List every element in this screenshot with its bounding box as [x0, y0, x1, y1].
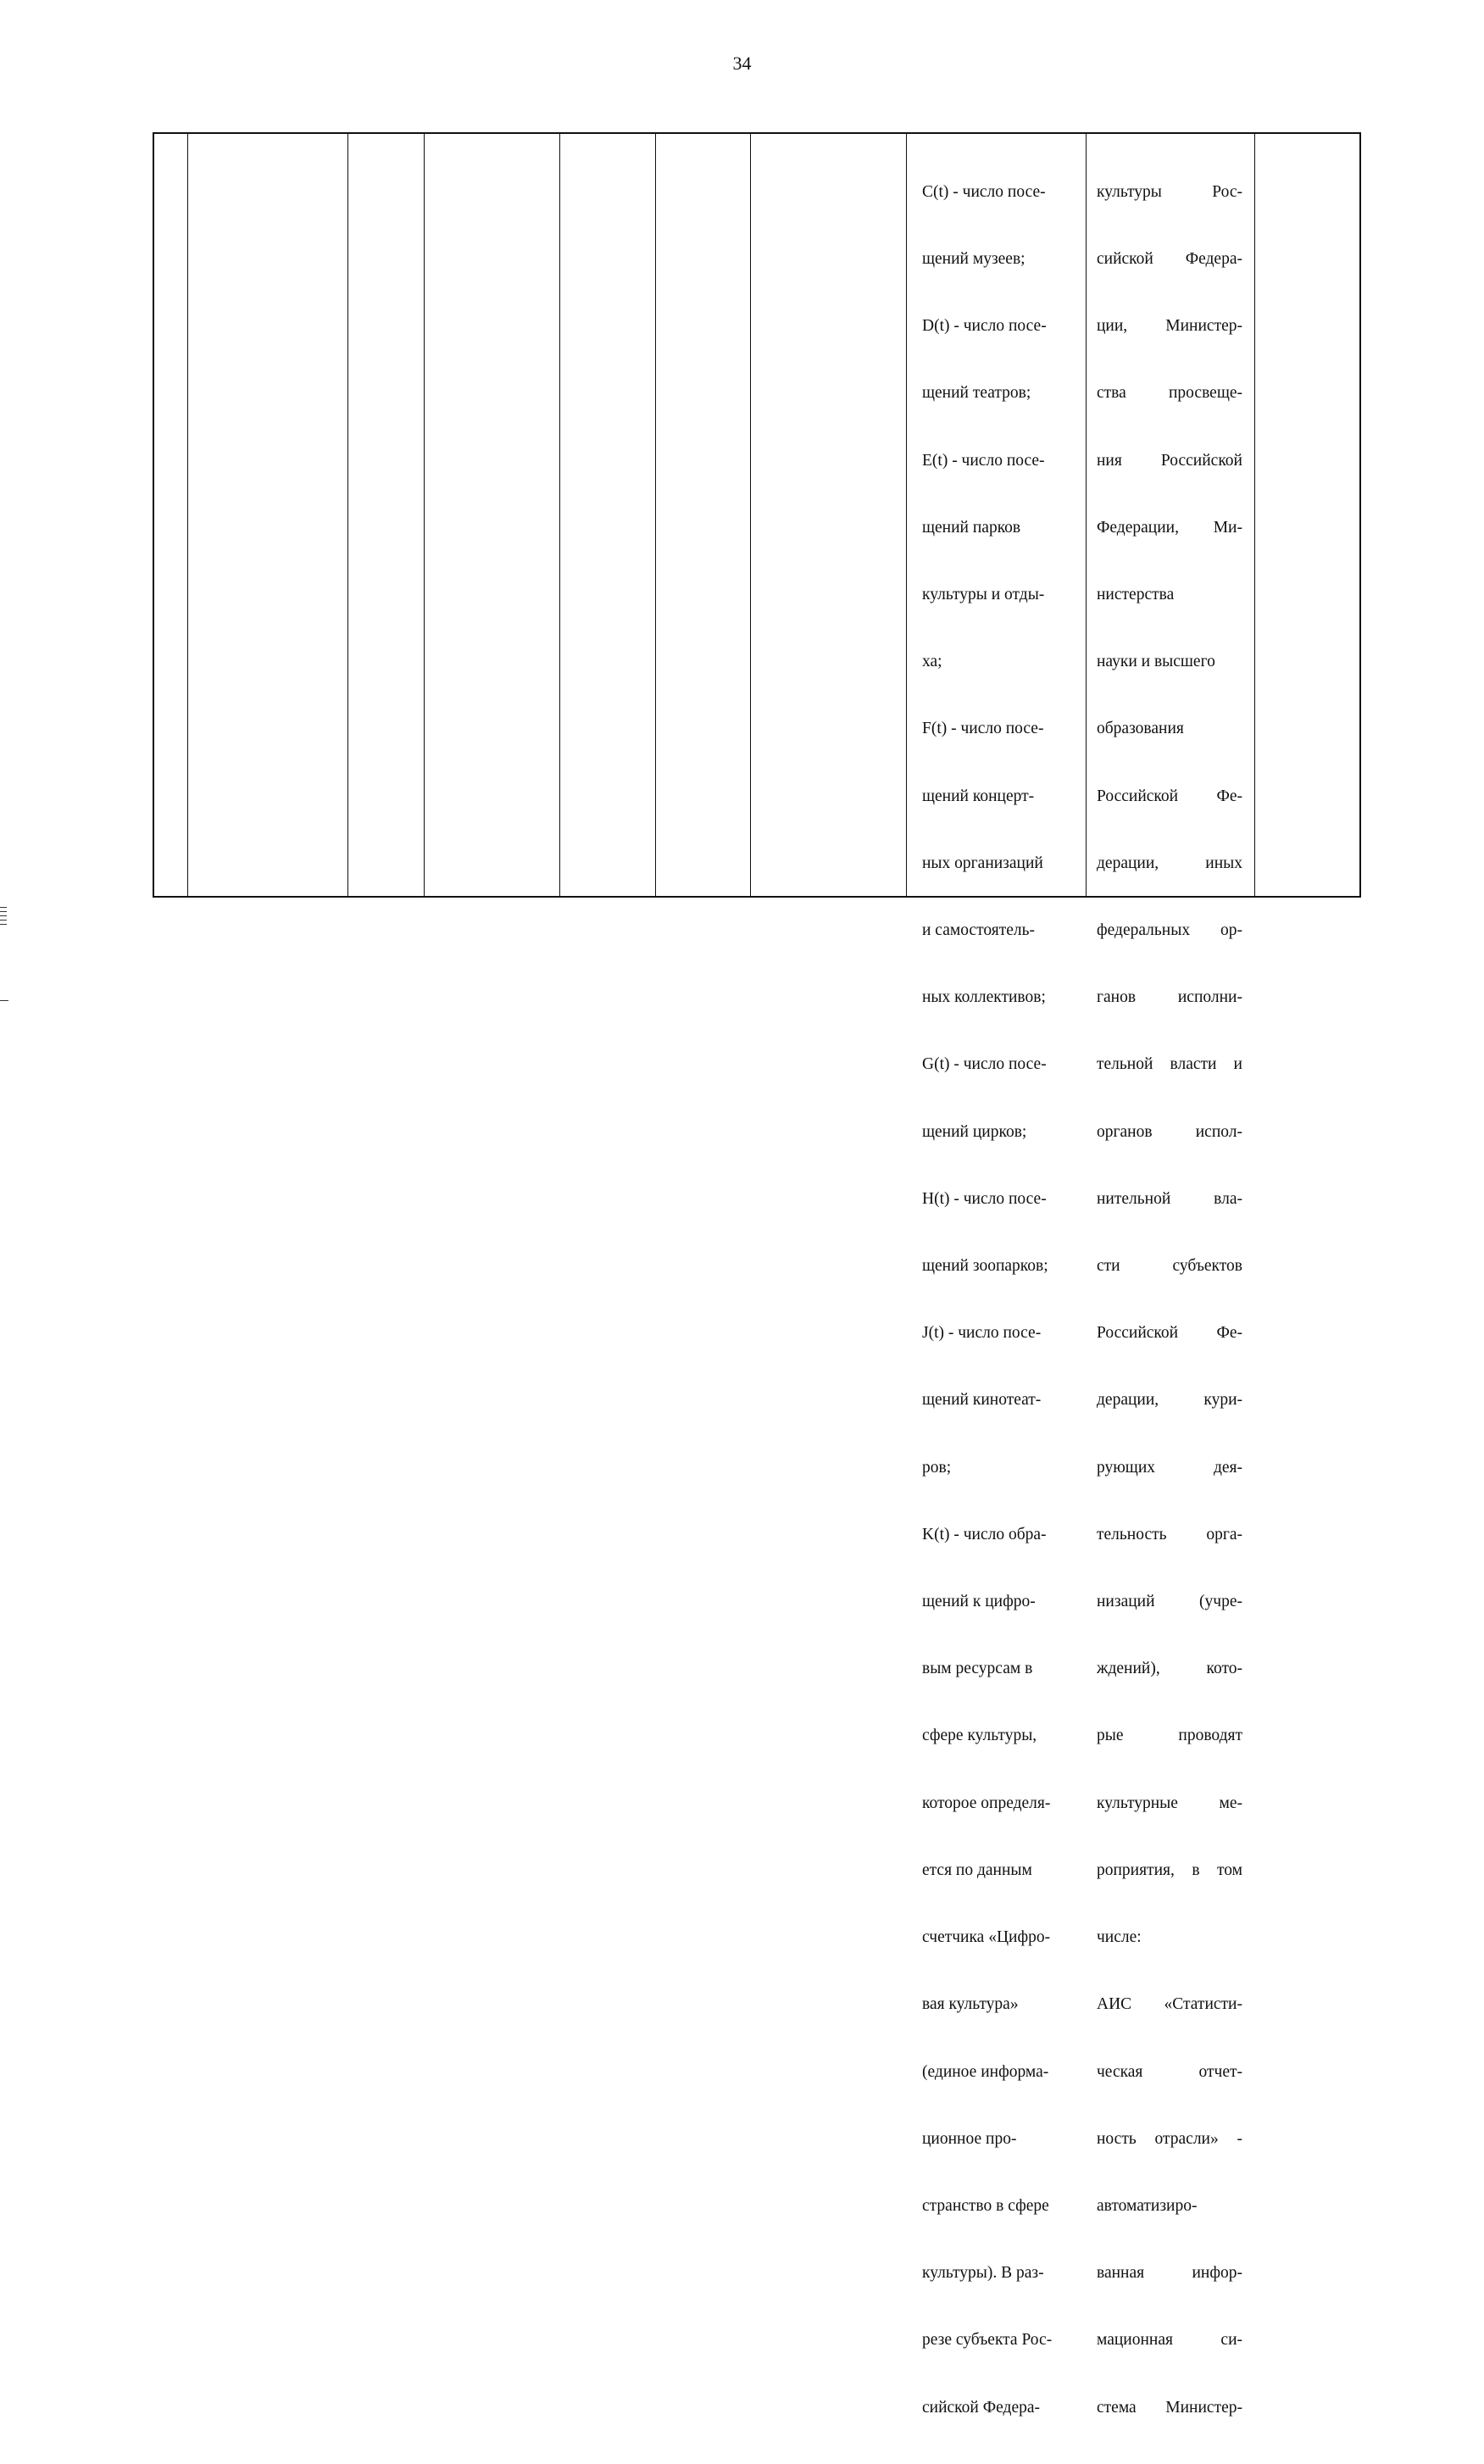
text-line: G(t) - число посе- [922, 1055, 1047, 1074]
text-line: ных организаций [922, 854, 1043, 872]
text-line: стема Министер- [1097, 2398, 1242, 2417]
text-line: E(t) - число посе- [922, 451, 1045, 470]
text-line: D(t) - число посе- [922, 317, 1047, 336]
text-line: ждений), кото- [1097, 1660, 1242, 1678]
text-line: федеральных ор- [1097, 921, 1242, 940]
text-line: счетчика «Цифро- [922, 1928, 1051, 1947]
text-line: образования [1097, 720, 1184, 738]
table-cell-number [154, 134, 188, 896]
text-line: K(t) - число обра- [922, 1525, 1047, 1543]
binding-mark [0, 915, 7, 916]
text-line: ха; [922, 653, 942, 671]
text-line: ность отрасли» - [1097, 2129, 1242, 2148]
text-line: мационная си- [1097, 2331, 1242, 2350]
text-line: и самостоятель- [922, 921, 1035, 940]
table-cell-method [751, 134, 907, 896]
text-line: автоматизиро- [1097, 2196, 1198, 2215]
text-line: ческая отчет- [1097, 2062, 1242, 2081]
text-line: АИС «Статисти- [1097, 1995, 1242, 2014]
text-line: щений зоопарков; [922, 1257, 1048, 1276]
text-line: тельность орга- [1097, 1525, 1242, 1543]
text-line: (единое информа- [922, 2062, 1049, 2081]
text-line: щений парков [922, 518, 1021, 537]
text-line: ционное про- [922, 2129, 1017, 2148]
data-table [153, 132, 1361, 2417]
text-line: дерации, иных [1097, 854, 1242, 872]
table-cell-data-source [1087, 134, 1255, 2417]
binding-mark [0, 920, 7, 921]
text-line: щений кинотеат- [922, 1391, 1042, 1410]
table-cell-timeframe [656, 134, 751, 896]
binding-mark [0, 1000, 8, 1001]
text-line: Федерации, Ми- [1097, 518, 1242, 537]
text-line: щений концерт- [922, 787, 1035, 805]
text-line: сти субъектов [1097, 1257, 1242, 1276]
text-line: рующих дея- [1097, 1458, 1242, 1477]
table-cell-definition [425, 134, 560, 896]
text-line: дерации, кури- [1097, 1391, 1242, 1410]
text-line: щений цирков; [922, 1122, 1027, 1141]
text-line: вым ресурсам в [922, 1660, 1033, 1678]
text-line: сфере культуры, [922, 1727, 1037, 1745]
text-line: тельной власти и [1097, 1055, 1242, 1074]
binding-mark [0, 924, 7, 925]
text-line: ных коллективов; [922, 988, 1046, 1007]
text-line: культурные ме- [1097, 1794, 1242, 1812]
formula-variables-text [907, 134, 1086, 2464]
table-cell-formula-variables [907, 134, 1087, 2417]
text-line: органов испол- [1097, 1122, 1242, 1141]
text-line: ганов исполни- [1097, 988, 1242, 1007]
binding-mark [0, 911, 7, 912]
text-line: нистерства [1097, 586, 1175, 604]
text-line: нительной вла- [1097, 1189, 1242, 1208]
text-line: щений музеев; [922, 250, 1025, 269]
page-number: 34 [732, 53, 752, 74]
data-source-text [1087, 134, 1254, 2464]
text-line: C(t) - число посе- [922, 182, 1046, 201]
text-line: ров; [922, 1458, 952, 1477]
text-line: ции, Министер- [1097, 317, 1242, 336]
text-line: культуры и отды- [922, 586, 1045, 604]
text-line: F(t) - число посе- [922, 720, 1044, 738]
text-line: щений к цифро- [922, 1593, 1036, 1611]
text-line: сийской Федера- [922, 2398, 1041, 2417]
text-line: Российской Фе- [1097, 1324, 1242, 1343]
text-line: ется по данным [922, 1861, 1032, 1879]
text-line: ния Российской [1097, 451, 1242, 470]
text-line: ства просвеще- [1097, 384, 1242, 403]
binding-mark [0, 907, 7, 908]
text-line: Российской Фе- [1097, 787, 1242, 805]
text-line: J(t) - число посе- [922, 1324, 1042, 1343]
text-line: числе: [1097, 1928, 1142, 1947]
table-cell-unit [348, 134, 425, 896]
text-line: щений театров; [922, 384, 1031, 403]
binding-marks [0, 907, 8, 928]
text-line: сийской Федера- [1097, 250, 1242, 269]
text-line: вая культура» [922, 1995, 1019, 2014]
text-line: культуры Рос- [1097, 182, 1242, 201]
text-line: H(t) - число посе- [922, 1189, 1047, 1208]
table-cell-indicator [188, 134, 348, 896]
table-cell-responsible [1255, 134, 1359, 896]
text-line: странство в сфере [922, 2196, 1049, 2215]
text-line: которое определя- [922, 1794, 1051, 1812]
text-line: культуры). В раз- [922, 2264, 1044, 2283]
text-line: роприятия, в том [1097, 1861, 1242, 1879]
text-line: рые проводят [1097, 1727, 1242, 1745]
text-line: низаций (учре- [1097, 1593, 1242, 1611]
text-line: резе субъекта Рос- [922, 2331, 1053, 2350]
table-cell-periodicity [560, 134, 656, 896]
text-line: науки и высшего [1097, 653, 1215, 671]
text-line: ванная инфор- [1097, 2264, 1242, 2283]
